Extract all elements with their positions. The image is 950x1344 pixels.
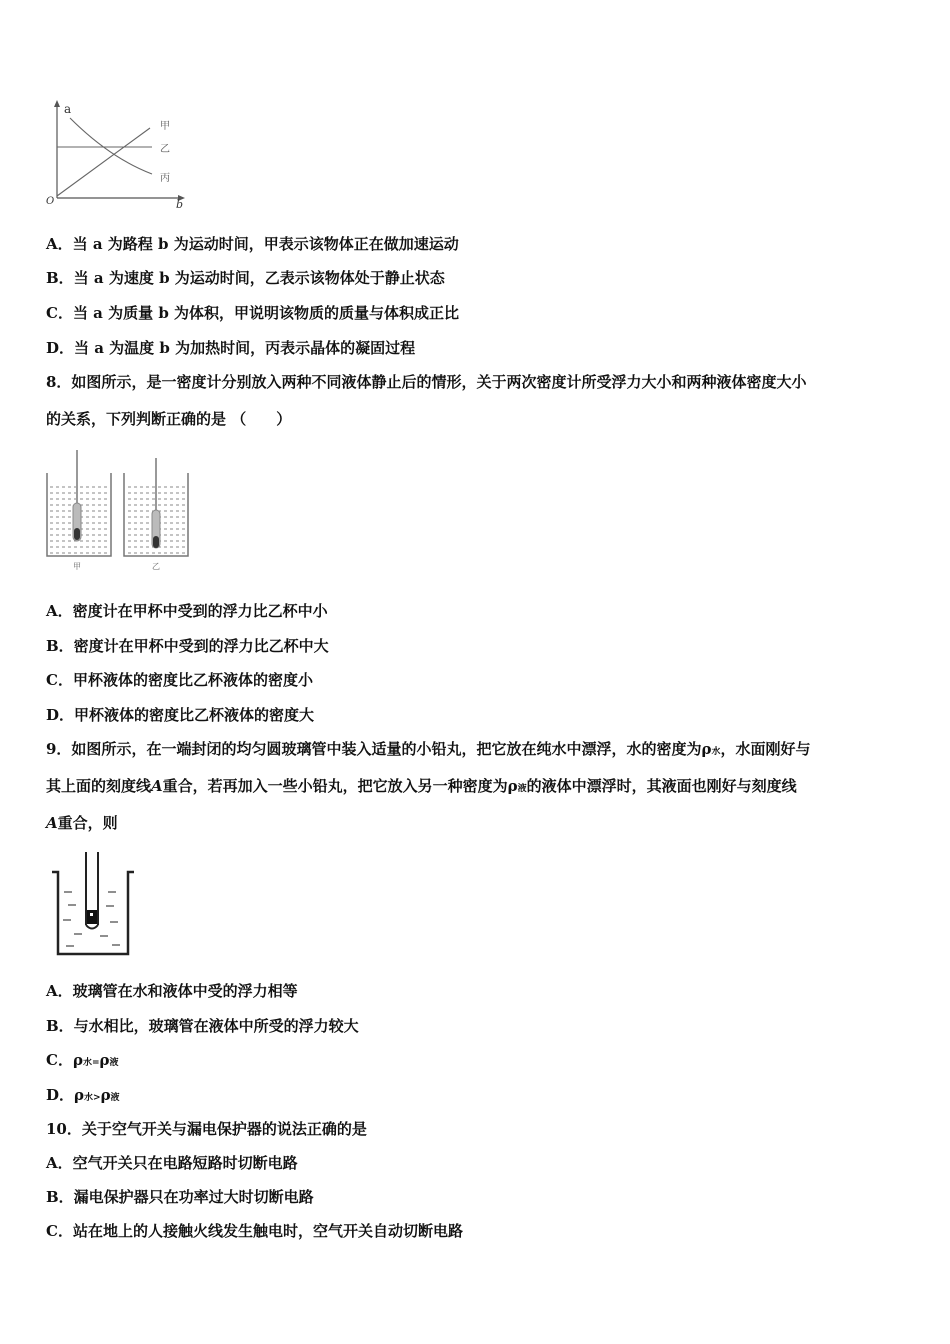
q10-option-b: B．漏电保护器只在功率过大时切断电路 (46, 1188, 314, 1206)
q8-beakers-svg (44, 448, 194, 573)
q8-option-d: D．甲杯液体的密度比乙杯液体的密度大 (46, 706, 315, 724)
sub-water: 水 (711, 747, 721, 757)
q9-beaker-svg (48, 850, 138, 960)
q9-stem-line2: 其上面的刻度线A重合，若再加入一些小铅丸，把它放入另一种密度为ρ液的液体中漂浮时，其液面也刚好与刻度线 (46, 777, 797, 795)
rho-symbol: ρ (507, 777, 518, 795)
curve-bing (70, 118, 152, 174)
curve-jia (57, 128, 150, 196)
q8-option-a: A．密度计在甲杯中受到的浮力比乙杯中小 (46, 602, 328, 620)
q9-stem-line3: A重合，则 (46, 814, 118, 832)
q8-option-b: B．密度计在甲杯中受到的浮力比乙杯中大 (46, 637, 329, 655)
q8-stem-line2: 的关系，下列判断正确的是 （ ） (46, 410, 292, 428)
q7-option-b: B．当 a 为速度 b 为运动时间，乙表示该物体处于静止状态 (46, 269, 445, 287)
y-axis-arrow-icon (54, 100, 60, 107)
q7-option-d: D．当 a 为温度 b 为加热时间，丙表示晶体的凝固过程 (46, 339, 416, 357)
beaker-yi (124, 458, 188, 556)
mark-a: A (151, 777, 163, 795)
sub-liquid: 液 (517, 784, 527, 794)
q7-option-c: C．当 a 为质量 b 为体积，甲说明该物质的质量与体积成正比 (46, 304, 460, 322)
q9-option-b: B．与水相比，玻璃管在液体中所受的浮力较大 (46, 1017, 359, 1035)
beaker-label-jia: 甲 (73, 562, 81, 571)
curve-label-jia: 甲 (160, 121, 170, 132)
q7-graph-svg (40, 98, 200, 210)
curve-label-bing: 丙 (160, 173, 170, 184)
q9-option-c: C．ρ水=ρ液 (46, 1051, 119, 1069)
q8-density-meter-figure (44, 448, 194, 573)
q8-option-c: C．甲杯液体的密度比乙杯液体的密度小 (46, 671, 313, 689)
beaker-jia (47, 450, 111, 556)
q9-option-d: D．ρ水>ρ液 (46, 1086, 120, 1104)
q9-option-a: A．玻璃管在水和液体中受的浮力相等 (46, 982, 298, 1000)
origin-label: O (46, 196, 55, 207)
x-axis-label: b (176, 198, 184, 210)
q10-stem: 10．关于空气开关与漏电保护器的说法正确的是 (46, 1120, 367, 1138)
q10-option-a: A．空气开关只在电路短路时切断电路 (46, 1154, 298, 1172)
q10-option-c: C．站在地上的人接触火线发生触电时，空气开关自动切断电路 (46, 1222, 463, 1240)
curve-label-yi: 乙 (160, 144, 170, 155)
beaker-label-yi: 乙 (152, 562, 160, 571)
rho-symbol: ρ (701, 740, 712, 758)
q9-tube-figure (48, 850, 138, 960)
mark-a: A (46, 814, 58, 832)
q7-graph-figure (40, 98, 200, 210)
y-axis-label: a (64, 102, 72, 116)
q9-stem-line1: 9．如图所示，在一端封闭的均匀圆玻璃管中装入适量的小铅丸，把它放在纯水中漂浮，水的密度为ρ水，水面刚好与 (46, 740, 811, 758)
q8-stem-line1: 8．如图所示，是一密度计分别放入两种不同液体静止后的情形，关于两次密度计所受浮力大小和两种液体密度大小 (46, 373, 807, 391)
q7-option-a: A．当 a 为路程 b 为运动时间，甲表示该物体正在做加速运动 (46, 235, 459, 253)
